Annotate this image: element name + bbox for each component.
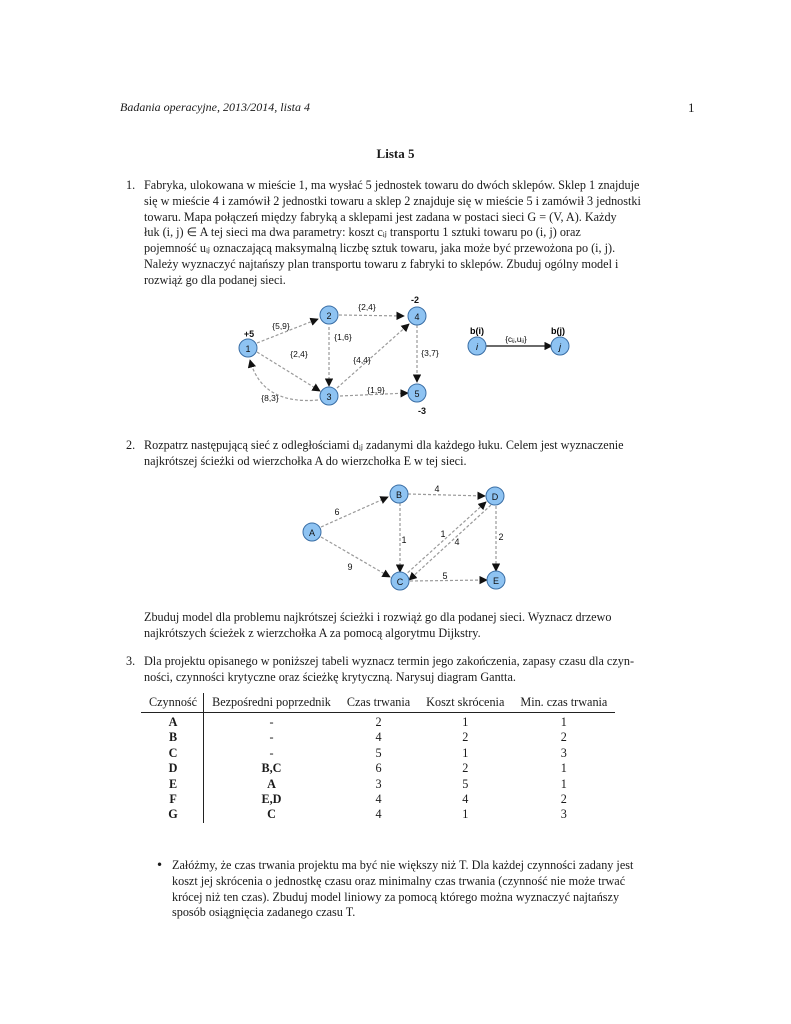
- problem-1-number: 1.: [126, 178, 136, 192]
- arc-C-D: [404, 502, 486, 576]
- text-line: rozwiąż go dla podanej sieci.: [144, 272, 286, 287]
- table-row: E A 3 5 1: [141, 777, 615, 792]
- column-header: Czas trwania: [339, 693, 418, 713]
- table-row: A - 2 1 1: [141, 713, 615, 731]
- text-line: Dla projektu opisanego w poniższej tabeli wyznacz termin jego zakończenia, zapasy czasu dla czyn-: [144, 654, 634, 668]
- arc-label-B-D: 4: [434, 484, 440, 494]
- problem-2-number: 2.: [126, 438, 136, 452]
- text-line: krócej niż ten czas). Zbuduj model liniowy za pomocą którego można wyznaczyć najtańszy: [172, 889, 620, 904]
- running-header: Badania operacyjne, 2013/2014, lista 4: [120, 100, 310, 114]
- node-A-label: A: [308, 528, 316, 538]
- text-line: sposób osiągnięcia zadanego czasu T.: [172, 905, 356, 920]
- arc-A-C: [321, 537, 390, 577]
- column-header: Min. czas trwania: [512, 693, 615, 713]
- arc-label-C-D: 1: [440, 529, 446, 539]
- arc-label-3-5: {1,9}: [367, 385, 385, 395]
- text-line: Należy wyznaczyć najtańszy plan transportu towaru z fabryki to sklepów. Zbuduj ogólny model i: [144, 256, 619, 271]
- node-B-label: B: [395, 490, 403, 500]
- arc-label-4-5: {3,7}: [421, 348, 439, 358]
- node-2-label: 2: [326, 311, 332, 321]
- problem-2-followup: [144, 610, 699, 642]
- problem-2-text: [144, 438, 699, 470]
- activity-table: [141, 693, 615, 823]
- arc-legend: [468, 326, 569, 355]
- table-row: F E,D 4 4 2: [141, 792, 615, 807]
- problem-3-bullet-text: [172, 858, 699, 921]
- arc-label-D-C: 4: [454, 537, 460, 547]
- svg-text:b(i): b(i): [470, 326, 484, 336]
- arc-label-A-C: 9: [347, 562, 353, 572]
- arc-label-3-1: {8,3}: [261, 393, 279, 403]
- svg-text:i: i: [476, 342, 478, 352]
- text-line: Fabryka, ulokowana w mieście 1, ma wysłać 5 jednostek towaru do dwóch sklepów. Sklep 1 znajduje: [144, 178, 640, 192]
- arc-C-E: [410, 580, 487, 581]
- arc-label-3-4: {4,4}: [353, 355, 371, 365]
- table-row: G C 4 1 3: [141, 807, 615, 822]
- arc-label-D-E: 2: [498, 532, 504, 542]
- table-row: D B,C 6 2 1: [141, 761, 615, 776]
- column-header: Koszt skrócenia: [418, 693, 512, 713]
- supply-node-4: -2: [410, 295, 420, 305]
- arc-D-C: [409, 505, 491, 580]
- text-line: koszt jej skrócenia o jednostkę czasu oraz minimalny czas trwania (czynność nie może trwać: [172, 873, 626, 888]
- node-D-label: D: [491, 492, 499, 502]
- text-line: najkrótszej ścieżki od wierzchołka A do wierzchołka E w tej sieci.: [144, 453, 467, 468]
- svg-text:{cᵢⱼ,uᵢⱼ}: {cᵢⱼ,uᵢⱼ}: [505, 335, 527, 344]
- shortest-path-diagram: [0, 478, 791, 598]
- text-line: Załóżmy, że czas trwania projektu ma być nie większy niż T. Dla każdej czynności zadany jest: [172, 858, 634, 872]
- arc-label-B-C: 1: [401, 535, 407, 545]
- column-header: Bezpośredni poprzednik: [204, 693, 339, 713]
- node-4-label: 4: [414, 312, 420, 322]
- problem-3-number: 3.: [126, 654, 136, 668]
- text-line: towaru. Mapa połączeń między fabryką a sklepami jest zadana w postaci sieci G = (V, A). Każdy: [144, 209, 617, 224]
- arc-label-1-2: {5,9}: [272, 321, 290, 331]
- transport-network-diagram: [0, 290, 791, 425]
- arc-label-C-E: 5: [442, 571, 448, 581]
- arc-label-A-B: 6: [334, 507, 340, 517]
- bullet-icon: •: [156, 858, 164, 872]
- node-C-label: C: [396, 577, 404, 587]
- supply-node-5: -3: [417, 406, 427, 416]
- text-line: najkrótszych ścieżek z wierzchołka A za pomocą algorytmu Dijkstry.: [144, 625, 481, 640]
- table-row: B - 4 2 2: [141, 730, 615, 745]
- page-title: Lista 5: [376, 146, 415, 161]
- arc-3-1: [250, 360, 318, 401]
- node-E-label: E: [492, 576, 500, 586]
- page-number: 1: [688, 100, 695, 115]
- arc-1-3: [257, 352, 320, 391]
- svg-text:b(j): b(j): [551, 326, 565, 336]
- problem-3-text: [144, 654, 699, 686]
- text-line: ności, czynności krytyczne oraz ścieżkę krytyczną. Narysuj diagram Gantta.: [144, 669, 516, 684]
- text-line: Rozpatrz następującą sieć z odległościami dᵢⱼ zadanymi dla każdego łuku. Celem jest wyznaczenie: [144, 438, 624, 452]
- arc-B-D: [408, 494, 485, 496]
- arc-label-1-3: {2,4}: [290, 349, 308, 359]
- arc-label-2-3: {1,6}: [334, 332, 352, 342]
- svg-text:j: j: [559, 342, 561, 352]
- arc-label-2-4: {2,4}: [358, 302, 376, 312]
- text-line: pojemność uᵢⱼ oznaczającą maksymalną liczbę sztuk towaru, jaka może być przewożona po (i, j).: [144, 241, 616, 256]
- text-line: łuk (i, j) ∈ A tej sieci ma dwa parametry: koszt cᵢⱼ transportu 1 sztuki towaru po (i, j) oraz: [144, 225, 581, 240]
- text-line: Zbuduj model dla problemu najkrótszej ścieżki i rozwiąż go dla podanej sieci. Wyznacz drzewo: [144, 610, 612, 624]
- problem-1-text: [144, 178, 699, 289]
- supply-node-1: +5: [243, 329, 255, 339]
- node-1-label: 1: [245, 344, 251, 354]
- arc-2-4: [339, 315, 404, 316]
- node-5-label: 5: [414, 389, 420, 399]
- text-line: się w mieście 4 i zamówił 2 jednostki towaru a sklep 2 znajduje się w mieście 5 i zamówił 3 jednostki: [144, 193, 641, 208]
- node-3-label: 3: [326, 392, 332, 402]
- table-row: C - 5 1 3: [141, 746, 615, 761]
- column-header: Czynność: [141, 693, 204, 713]
- arc-A-B: [321, 497, 388, 527]
